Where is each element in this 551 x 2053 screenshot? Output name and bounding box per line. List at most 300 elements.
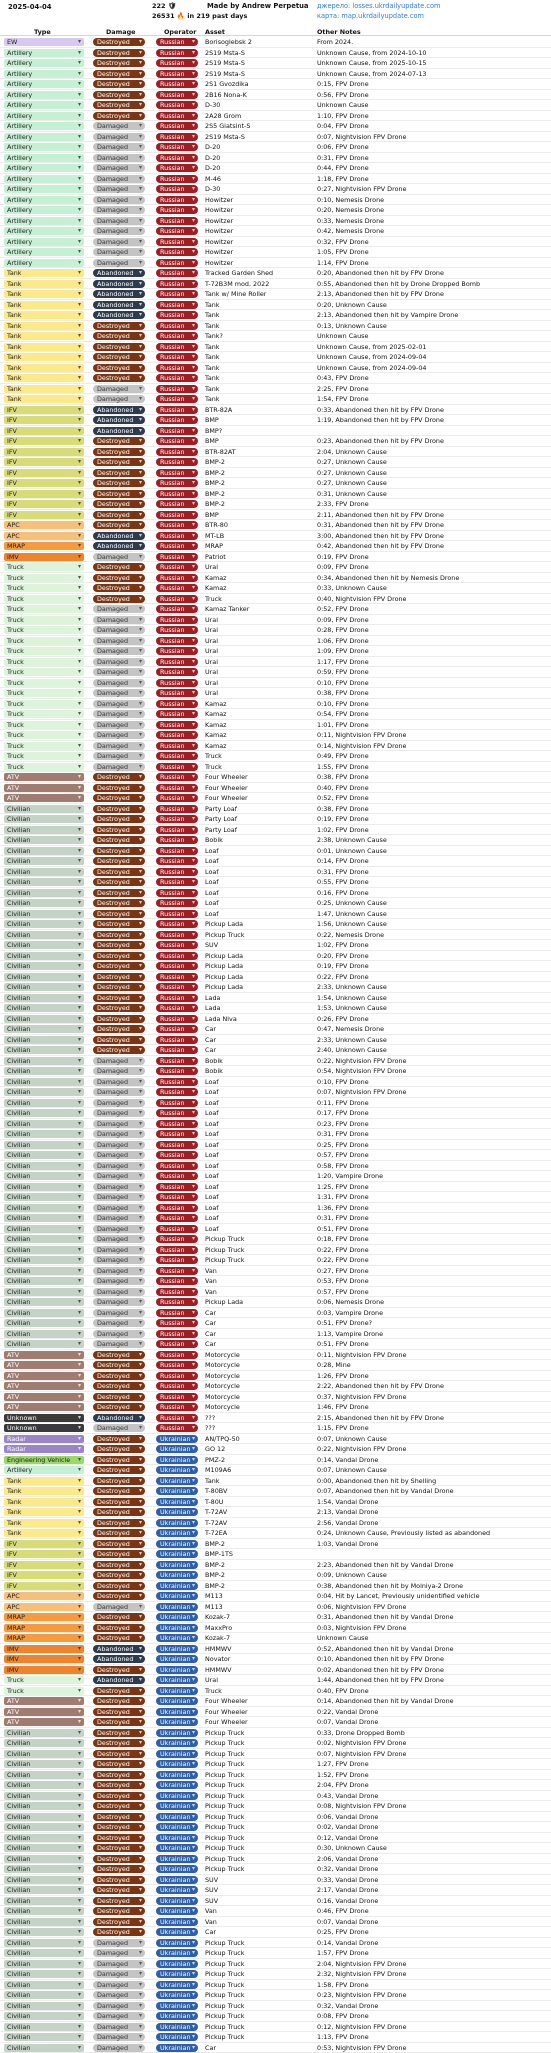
operator-select[interactable]: Russian ▾ bbox=[156, 1172, 198, 1180]
type-select[interactable]: Unknown ▾ bbox=[4, 1414, 84, 1422]
operator-select[interactable]: Ukrainian ▾ bbox=[156, 2023, 198, 2031]
type-select[interactable]: ATV ▾ bbox=[4, 1372, 84, 1380]
type-select[interactable]: MRAP ▾ bbox=[4, 1613, 84, 1621]
type-select[interactable]: Civilian ▾ bbox=[4, 1046, 84, 1054]
damage-select[interactable]: Damaged ▾ bbox=[93, 206, 145, 214]
damage-select[interactable]: Destroyed ▾ bbox=[93, 511, 145, 519]
damage-select[interactable]: Damaged ▾ bbox=[93, 1939, 145, 1947]
type-select[interactable]: Radar ▾ bbox=[4, 1435, 84, 1443]
damage-select[interactable]: Destroyed ▾ bbox=[93, 374, 145, 382]
type-select[interactable]: Civilian ▾ bbox=[4, 1886, 84, 1894]
damage-select[interactable]: Destroyed ▾ bbox=[93, 1036, 145, 1044]
damage-select[interactable]: Damaged ▾ bbox=[93, 1193, 145, 1201]
damage-select[interactable]: Destroyed ▾ bbox=[93, 1550, 145, 1558]
type-select[interactable]: ATV ▾ bbox=[4, 1403, 84, 1411]
operator-select[interactable]: Russian ▾ bbox=[156, 878, 198, 886]
type-select[interactable]: Civilian ▾ bbox=[4, 1918, 84, 1926]
type-select[interactable]: Civilian ▾ bbox=[4, 1214, 84, 1222]
operator-select[interactable]: Russian ▾ bbox=[156, 1015, 198, 1023]
damage-select[interactable]: Destroyed ▾ bbox=[93, 910, 145, 918]
operator-select[interactable]: Russian ▾ bbox=[156, 1246, 198, 1254]
operator-select[interactable]: Ukrainian ▾ bbox=[156, 1697, 198, 1705]
operator-select[interactable]: Ukrainian ▾ bbox=[156, 1781, 198, 1789]
damage-select[interactable]: Damaged ▾ bbox=[93, 1109, 145, 1117]
operator-select[interactable]: Russian ▾ bbox=[156, 164, 198, 172]
damage-select[interactable]: Destroyed ▾ bbox=[93, 353, 145, 361]
type-select[interactable]: Civilian ▾ bbox=[4, 826, 84, 834]
damage-select[interactable]: Destroyed ▾ bbox=[93, 1582, 145, 1590]
operator-select[interactable]: Ukrainian ▾ bbox=[156, 1855, 198, 1863]
operator-select[interactable]: Russian ▾ bbox=[156, 763, 198, 771]
damage-select[interactable]: Destroyed ▾ bbox=[93, 1540, 145, 1548]
type-select[interactable]: Civilian ▾ bbox=[4, 1970, 84, 1978]
operator-select[interactable]: Russian ▾ bbox=[156, 322, 198, 330]
type-select[interactable]: Civilian ▾ bbox=[4, 1771, 84, 1779]
damage-select[interactable]: Destroyed ▾ bbox=[93, 1613, 145, 1621]
damage-select[interactable]: Damaged ▾ bbox=[93, 1057, 145, 1065]
damage-select[interactable]: Damaged ▾ bbox=[93, 248, 145, 256]
type-select[interactable]: Artillery ▾ bbox=[4, 143, 84, 151]
damage-select[interactable]: Abandoned ▾ bbox=[93, 311, 145, 319]
type-select[interactable]: Civilian ▾ bbox=[4, 1246, 84, 1254]
damage-select[interactable]: Damaged ▾ bbox=[93, 385, 145, 393]
type-select[interactable]: Artillery ▾ bbox=[4, 112, 84, 120]
operator-select[interactable]: Russian ▾ bbox=[156, 364, 198, 372]
type-select[interactable]: Truck ▾ bbox=[4, 679, 84, 687]
damage-select[interactable]: Destroyed ▾ bbox=[93, 343, 145, 351]
damage-select[interactable]: Destroyed ▾ bbox=[93, 364, 145, 372]
operator-select[interactable]: Russian ▾ bbox=[156, 563, 198, 571]
damage-select[interactable]: Destroyed ▾ bbox=[93, 1519, 145, 1527]
operator-select[interactable]: Ukrainian ▾ bbox=[156, 1928, 198, 1936]
damage-select[interactable]: Destroyed ▾ bbox=[93, 1834, 145, 1842]
damage-select[interactable]: Damaged ▾ bbox=[93, 1141, 145, 1149]
operator-select[interactable]: Ukrainian ▾ bbox=[156, 1844, 198, 1852]
type-select[interactable]: Civilian ▾ bbox=[4, 1750, 84, 1758]
damage-select[interactable]: Damaged ▾ bbox=[93, 1214, 145, 1222]
operator-select[interactable]: Ukrainian ▾ bbox=[156, 1508, 198, 1516]
type-select[interactable]: Truck ▾ bbox=[4, 616, 84, 624]
type-select[interactable]: Truck ▾ bbox=[4, 721, 84, 729]
damage-select[interactable]: Destroyed ▾ bbox=[93, 1802, 145, 1810]
type-select[interactable]: Civilian ▾ bbox=[4, 1907, 84, 1915]
operator-select[interactable]: Russian ▾ bbox=[156, 49, 198, 57]
operator-select[interactable]: Russian ▾ bbox=[156, 1204, 198, 1212]
type-select[interactable]: ATV ▾ bbox=[4, 1393, 84, 1401]
operator-select[interactable]: Ukrainian ▾ bbox=[156, 1834, 198, 1842]
damage-select[interactable]: Damaged ▾ bbox=[93, 217, 145, 225]
damage-select[interactable]: Destroyed ▾ bbox=[93, 1897, 145, 1905]
operator-select[interactable]: Russian ▾ bbox=[156, 437, 198, 445]
damage-select[interactable]: Destroyed ▾ bbox=[93, 1928, 145, 1936]
operator-select[interactable]: Russian ▾ bbox=[156, 658, 198, 666]
operator-select[interactable]: Russian ▾ bbox=[156, 280, 198, 288]
type-select[interactable]: Civilian ▾ bbox=[4, 920, 84, 928]
operator-select[interactable]: Ukrainian ▾ bbox=[156, 1487, 198, 1495]
type-select[interactable]: ATV ▾ bbox=[4, 773, 84, 781]
operator-select[interactable]: Russian ▾ bbox=[156, 1393, 198, 1401]
operator-select[interactable]: Ukrainian ▾ bbox=[156, 1519, 198, 1527]
damage-select[interactable]: Destroyed ▾ bbox=[93, 1466, 145, 1474]
type-select[interactable]: Artillery ▾ bbox=[4, 70, 84, 78]
damage-select[interactable]: Damaged ▾ bbox=[93, 1309, 145, 1317]
damage-select[interactable]: Destroyed ▾ bbox=[93, 1015, 145, 1023]
damage-select[interactable]: Destroyed ▾ bbox=[93, 1393, 145, 1401]
operator-select[interactable]: Ukrainian ▾ bbox=[156, 1792, 198, 1800]
type-select[interactable]: Civilian ▾ bbox=[4, 1193, 84, 1201]
damage-select[interactable]: Destroyed ▾ bbox=[93, 1813, 145, 1821]
operator-select[interactable]: Ukrainian ▾ bbox=[156, 1624, 198, 1632]
type-select[interactable]: ATV ▾ bbox=[4, 794, 84, 802]
operator-select[interactable]: Russian ▾ bbox=[156, 1235, 198, 1243]
damage-select[interactable]: Destroyed ▾ bbox=[93, 773, 145, 781]
damage-select[interactable]: Destroyed ▾ bbox=[93, 1025, 145, 1033]
damage-select[interactable]: Damaged ▾ bbox=[93, 1172, 145, 1180]
operator-select[interactable]: Russian ▾ bbox=[156, 101, 198, 109]
operator-select[interactable]: Russian ▾ bbox=[156, 448, 198, 456]
type-select[interactable]: Civilian ▾ bbox=[4, 1130, 84, 1138]
type-select[interactable]: Artillery ▾ bbox=[4, 91, 84, 99]
operator-select[interactable]: Russian ▾ bbox=[156, 752, 198, 760]
operator-select[interactable]: Ukrainian ▾ bbox=[156, 2012, 198, 2020]
damage-select[interactable]: Destroyed ▾ bbox=[93, 458, 145, 466]
type-select[interactable]: Civilian ▾ bbox=[4, 1939, 84, 1947]
operator-select[interactable]: Russian ▾ bbox=[156, 637, 198, 645]
type-select[interactable]: Artillery ▾ bbox=[4, 206, 84, 214]
type-select[interactable]: Civilian ▾ bbox=[4, 962, 84, 970]
damage-select[interactable]: Destroyed ▾ bbox=[93, 1855, 145, 1863]
operator-select[interactable]: Russian ▾ bbox=[156, 206, 198, 214]
operator-select[interactable]: Russian ▾ bbox=[156, 395, 198, 403]
type-select[interactable]: Civilian ▾ bbox=[4, 1057, 84, 1065]
type-select[interactable]: Civilian ▾ bbox=[4, 1739, 84, 1747]
damage-select[interactable]: Destroyed ▾ bbox=[93, 563, 145, 571]
operator-select[interactable]: Ukrainian ▾ bbox=[156, 1739, 198, 1747]
type-select[interactable]: Civilian ▾ bbox=[4, 941, 84, 949]
damage-select[interactable]: Damaged ▾ bbox=[93, 626, 145, 634]
operator-select[interactable]: Russian ▾ bbox=[156, 38, 198, 46]
operator-select[interactable]: Russian ▾ bbox=[156, 91, 198, 99]
operator-select[interactable]: Russian ▾ bbox=[156, 1372, 198, 1380]
operator-select[interactable]: Russian ▾ bbox=[156, 248, 198, 256]
type-select[interactable]: Truck ▾ bbox=[4, 574, 84, 582]
operator-select[interactable]: Russian ▾ bbox=[156, 374, 198, 382]
operator-select[interactable]: Russian ▾ bbox=[156, 1151, 198, 1159]
damage-select[interactable]: Abandoned ▾ bbox=[93, 1676, 145, 1684]
operator-select[interactable]: Ukrainian ▾ bbox=[156, 1540, 198, 1548]
damage-select[interactable]: Damaged ▾ bbox=[93, 1120, 145, 1128]
damage-select[interactable]: Destroyed ▾ bbox=[93, 1781, 145, 1789]
type-select[interactable]: Artillery ▾ bbox=[4, 101, 84, 109]
operator-select[interactable]: Russian ▾ bbox=[156, 679, 198, 687]
operator-select[interactable]: Russian ▾ bbox=[156, 1099, 198, 1107]
type-select[interactable]: Artillery ▾ bbox=[4, 80, 84, 88]
operator-select[interactable]: Russian ▾ bbox=[156, 542, 198, 550]
damage-select[interactable]: Damaged ▾ bbox=[93, 227, 145, 235]
damage-select[interactable]: Destroyed ▾ bbox=[93, 1697, 145, 1705]
type-select[interactable]: Truck ▾ bbox=[4, 689, 84, 697]
damage-select[interactable]: Destroyed ▾ bbox=[93, 931, 145, 939]
type-select[interactable]: IFV ▾ bbox=[4, 511, 84, 519]
damage-select[interactable]: Destroyed ▾ bbox=[93, 479, 145, 487]
type-select[interactable]: Truck ▾ bbox=[4, 1687, 84, 1695]
type-select[interactable]: Civilian ▾ bbox=[4, 1078, 84, 1086]
damage-select[interactable]: Destroyed ▾ bbox=[93, 994, 145, 1002]
operator-select[interactable]: Ukrainian ▾ bbox=[156, 1750, 198, 1758]
type-select[interactable]: Tank ▾ bbox=[4, 301, 84, 309]
damage-select[interactable]: Destroyed ▾ bbox=[93, 1718, 145, 1726]
operator-select[interactable]: Russian ▾ bbox=[156, 1109, 198, 1117]
damage-select[interactable]: Abandoned ▾ bbox=[93, 1645, 145, 1653]
damage-select[interactable]: Destroyed ▾ bbox=[93, 595, 145, 603]
operator-select[interactable]: Russian ▾ bbox=[156, 479, 198, 487]
operator-select[interactable]: Russian ▾ bbox=[156, 1036, 198, 1044]
damage-select[interactable]: Destroyed ▾ bbox=[93, 1529, 145, 1537]
damage-select[interactable]: Destroyed ▾ bbox=[93, 1771, 145, 1779]
type-select[interactable]: Civilian ▾ bbox=[4, 1813, 84, 1821]
type-select[interactable]: Tank ▾ bbox=[4, 1487, 84, 1495]
damage-select[interactable]: Destroyed ▾ bbox=[93, 1361, 145, 1369]
damage-select[interactable]: Damaged ▾ bbox=[93, 154, 145, 162]
type-select[interactable]: Civilian ▾ bbox=[4, 1330, 84, 1338]
damage-select[interactable]: Damaged ▾ bbox=[93, 2002, 145, 2010]
operator-select[interactable]: Ukrainian ▾ bbox=[156, 1865, 198, 1873]
type-select[interactable]: Civilian ▾ bbox=[4, 1288, 84, 1296]
damage-select[interactable]: Destroyed ▾ bbox=[93, 1382, 145, 1390]
operator-select[interactable]: Ukrainian ▾ bbox=[156, 1529, 198, 1537]
operator-select[interactable]: Russian ▾ bbox=[156, 385, 198, 393]
damage-select[interactable]: Abandoned ▾ bbox=[93, 427, 145, 435]
damage-select[interactable]: Damaged ▾ bbox=[93, 2044, 145, 2052]
type-select[interactable]: Truck ▾ bbox=[4, 595, 84, 603]
damage-select[interactable]: Destroyed ▾ bbox=[93, 1571, 145, 1579]
operator-select[interactable]: Ukrainian ▾ bbox=[156, 1655, 198, 1663]
operator-select[interactable]: Russian ▾ bbox=[156, 427, 198, 435]
damage-select[interactable]: Destroyed ▾ bbox=[93, 322, 145, 330]
type-select[interactable]: MRAP ▾ bbox=[4, 1634, 84, 1642]
type-select[interactable]: Civilian ▾ bbox=[4, 2002, 84, 2010]
damage-select[interactable]: Destroyed ▾ bbox=[93, 1456, 145, 1464]
operator-select[interactable]: Ukrainian ▾ bbox=[156, 1718, 198, 1726]
damage-select[interactable]: Abandoned ▾ bbox=[93, 269, 145, 277]
damage-select[interactable]: Damaged ▾ bbox=[93, 2012, 145, 2020]
operator-select[interactable]: Russian ▾ bbox=[156, 847, 198, 855]
operator-select[interactable]: Russian ▾ bbox=[156, 836, 198, 844]
operator-select[interactable]: Russian ▾ bbox=[156, 994, 198, 1002]
type-select[interactable]: Artillery ▾ bbox=[4, 248, 84, 256]
source-link[interactable]: джерело: losses.ukrdailyupdate.com bbox=[317, 2, 441, 10]
damage-select[interactable]: Damaged ▾ bbox=[93, 1067, 145, 1075]
operator-select[interactable]: Russian ▾ bbox=[156, 1330, 198, 1338]
damage-select[interactable]: Damaged ▾ bbox=[93, 721, 145, 729]
operator-select[interactable]: Russian ▾ bbox=[156, 175, 198, 183]
damage-select[interactable]: Damaged ▾ bbox=[93, 689, 145, 697]
type-select[interactable]: IFV ▾ bbox=[4, 1561, 84, 1569]
damage-select[interactable]: Destroyed ▾ bbox=[93, 836, 145, 844]
type-select[interactable]: Civilian ▾ bbox=[4, 994, 84, 1002]
type-select[interactable]: Civilian ▾ bbox=[4, 952, 84, 960]
damage-select[interactable]: Damaged ▾ bbox=[93, 605, 145, 613]
operator-select[interactable]: Russian ▾ bbox=[156, 217, 198, 225]
type-select[interactable]: Tank ▾ bbox=[4, 311, 84, 319]
operator-select[interactable]: Russian ▾ bbox=[156, 889, 198, 897]
operator-select[interactable]: Russian ▾ bbox=[156, 899, 198, 907]
type-select[interactable]: Civilian ▾ bbox=[4, 889, 84, 897]
operator-select[interactable]: Ukrainian ▾ bbox=[156, 1876, 198, 1884]
damage-select[interactable]: Destroyed ▾ bbox=[93, 878, 145, 886]
type-select[interactable]: ATV ▾ bbox=[4, 1382, 84, 1390]
damage-select[interactable]: Destroyed ▾ bbox=[93, 1403, 145, 1411]
type-select[interactable]: Artillery ▾ bbox=[4, 217, 84, 225]
damage-select[interactable]: Damaged ▾ bbox=[93, 679, 145, 687]
operator-select[interactable]: Ukrainian ▾ bbox=[156, 1897, 198, 1905]
operator-select[interactable]: Russian ▾ bbox=[156, 416, 198, 424]
type-select[interactable]: ATV ▾ bbox=[4, 1361, 84, 1369]
type-select[interactable]: Truck ▾ bbox=[4, 731, 84, 739]
operator-select[interactable]: Russian ▾ bbox=[156, 122, 198, 130]
operator-select[interactable]: Ukrainian ▾ bbox=[156, 1666, 198, 1674]
damage-select[interactable]: Destroyed ▾ bbox=[93, 490, 145, 498]
operator-select[interactable]: Russian ▾ bbox=[156, 815, 198, 823]
operator-select[interactable]: Russian ▾ bbox=[156, 731, 198, 739]
operator-select[interactable]: Russian ▾ bbox=[156, 910, 198, 918]
damage-select[interactable]: Damaged ▾ bbox=[93, 1340, 145, 1348]
type-select[interactable]: IFV ▾ bbox=[4, 1540, 84, 1548]
operator-select[interactable]: Russian ▾ bbox=[156, 259, 198, 267]
damage-select[interactable]: Damaged ▾ bbox=[93, 143, 145, 151]
type-select[interactable]: Artillery ▾ bbox=[4, 164, 84, 172]
type-select[interactable]: IFV ▾ bbox=[4, 416, 84, 424]
damage-select[interactable]: Destroyed ▾ bbox=[93, 49, 145, 57]
type-select[interactable]: Civilian ▾ bbox=[4, 868, 84, 876]
operator-select[interactable]: Russian ▾ bbox=[156, 133, 198, 141]
damage-select[interactable]: Damaged ▾ bbox=[93, 763, 145, 771]
type-select[interactable]: APC ▾ bbox=[4, 1603, 84, 1611]
operator-select[interactable]: Russian ▾ bbox=[156, 1298, 198, 1306]
operator-select[interactable]: Russian ▾ bbox=[156, 1424, 198, 1432]
operator-select[interactable]: Russian ▾ bbox=[156, 143, 198, 151]
type-select[interactable]: Civilian ▾ bbox=[4, 1025, 84, 1033]
type-select[interactable]: Tank ▾ bbox=[4, 332, 84, 340]
type-select[interactable]: Civilian ▾ bbox=[4, 1172, 84, 1180]
type-select[interactable]: Truck ▾ bbox=[4, 605, 84, 613]
operator-select[interactable]: Ukrainian ▾ bbox=[156, 1582, 198, 1590]
damage-select[interactable]: Damaged ▾ bbox=[93, 2023, 145, 2031]
operator-select[interactable]: Ukrainian ▾ bbox=[156, 1687, 198, 1695]
type-select[interactable]: ATV ▾ bbox=[4, 1697, 84, 1705]
operator-select[interactable]: Russian ▾ bbox=[156, 973, 198, 981]
operator-select[interactable]: Russian ▾ bbox=[156, 112, 198, 120]
damage-select[interactable]: Damaged ▾ bbox=[93, 395, 145, 403]
type-select[interactable]: Civilian ▾ bbox=[4, 1004, 84, 1012]
damage-select[interactable]: Damaged ▾ bbox=[93, 122, 145, 130]
operator-select[interactable]: Russian ▾ bbox=[156, 574, 198, 582]
type-select[interactable]: Civilian ▾ bbox=[4, 1960, 84, 1968]
damage-select[interactable]: Destroyed ▾ bbox=[93, 1487, 145, 1495]
damage-select[interactable]: Destroyed ▾ bbox=[93, 1634, 145, 1642]
type-select[interactable]: APC ▾ bbox=[4, 532, 84, 540]
damage-select[interactable]: Damaged ▾ bbox=[93, 175, 145, 183]
type-select[interactable]: Artillery ▾ bbox=[4, 59, 84, 67]
operator-select[interactable]: Russian ▾ bbox=[156, 689, 198, 697]
operator-select[interactable]: Ukrainian ▾ bbox=[156, 1991, 198, 1999]
operator-select[interactable]: Russian ▾ bbox=[156, 1256, 198, 1264]
damage-select[interactable]: Damaged ▾ bbox=[93, 1235, 145, 1243]
damage-select[interactable]: Destroyed ▾ bbox=[93, 80, 145, 88]
type-select[interactable]: MRAP ▾ bbox=[4, 1624, 84, 1632]
damage-select[interactable]: Abandoned ▾ bbox=[93, 1414, 145, 1422]
type-select[interactable]: Civilian ▾ bbox=[4, 2033, 84, 2041]
damage-select[interactable]: Damaged ▾ bbox=[93, 1277, 145, 1285]
damage-select[interactable]: Destroyed ▾ bbox=[93, 448, 145, 456]
operator-select[interactable]: Russian ▾ bbox=[156, 1078, 198, 1086]
operator-select[interactable]: Russian ▾ bbox=[156, 668, 198, 676]
type-select[interactable]: IMV ▾ bbox=[4, 1666, 84, 1674]
type-select[interactable]: Truck ▾ bbox=[4, 563, 84, 571]
operator-select[interactable]: Russian ▾ bbox=[156, 616, 198, 624]
operator-select[interactable]: Russian ▾ bbox=[156, 269, 198, 277]
operator-select[interactable]: Russian ▾ bbox=[156, 742, 198, 750]
operator-select[interactable]: Russian ▾ bbox=[156, 1414, 198, 1422]
type-select[interactable]: Artillery ▾ bbox=[4, 259, 84, 267]
operator-select[interactable]: Russian ▾ bbox=[156, 805, 198, 813]
damage-select[interactable]: Destroyed ▾ bbox=[93, 1760, 145, 1768]
type-select[interactable]: Tank ▾ bbox=[4, 1477, 84, 1485]
type-select[interactable]: Civilian ▾ bbox=[4, 1162, 84, 1170]
operator-select[interactable]: Russian ▾ bbox=[156, 1319, 198, 1327]
damage-select[interactable]: Damaged ▾ bbox=[93, 1183, 145, 1191]
damage-select[interactable]: Destroyed ▾ bbox=[93, 1508, 145, 1516]
operator-select[interactable]: Russian ▾ bbox=[156, 721, 198, 729]
operator-select[interactable]: Ukrainian ▾ bbox=[156, 1760, 198, 1768]
damage-select[interactable]: Damaged ▾ bbox=[93, 1204, 145, 1212]
damage-select[interactable]: Destroyed ▾ bbox=[93, 1687, 145, 1695]
damage-select[interactable]: Damaged ▾ bbox=[93, 1225, 145, 1233]
type-select[interactable]: Tank ▾ bbox=[4, 322, 84, 330]
damage-select[interactable]: Destroyed ▾ bbox=[93, 1739, 145, 1747]
type-select[interactable]: Artillery ▾ bbox=[4, 122, 84, 130]
type-select[interactable]: Artillery ▾ bbox=[4, 196, 84, 204]
damage-select[interactable]: Damaged ▾ bbox=[93, 1162, 145, 1170]
damage-select[interactable]: Damaged ▾ bbox=[93, 647, 145, 655]
damage-select[interactable]: Destroyed ▾ bbox=[93, 1844, 145, 1852]
type-select[interactable]: Truck ▾ bbox=[4, 710, 84, 718]
damage-select[interactable]: Destroyed ▾ bbox=[93, 1750, 145, 1758]
type-select[interactable]: IFV ▾ bbox=[4, 469, 84, 477]
operator-select[interactable]: Russian ▾ bbox=[156, 626, 198, 634]
type-select[interactable]: Truck ▾ bbox=[4, 700, 84, 708]
type-select[interactable]: Unknown ▾ bbox=[4, 1424, 84, 1432]
damage-select[interactable]: Destroyed ▾ bbox=[93, 962, 145, 970]
type-select[interactable]: IMV ▾ bbox=[4, 1655, 84, 1663]
operator-select[interactable]: Russian ▾ bbox=[156, 773, 198, 781]
damage-select[interactable]: Destroyed ▾ bbox=[93, 469, 145, 477]
type-select[interactable]: Tank ▾ bbox=[4, 374, 84, 382]
type-select[interactable]: Tank ▾ bbox=[4, 1519, 84, 1527]
operator-select[interactable]: Russian ▾ bbox=[156, 353, 198, 361]
damage-select[interactable]: Destroyed ▾ bbox=[93, 920, 145, 928]
operator-select[interactable]: Russian ▾ bbox=[156, 500, 198, 508]
damage-select[interactable]: Abandoned ▾ bbox=[93, 542, 145, 550]
operator-select[interactable]: Ukrainian ▾ bbox=[156, 1939, 198, 1947]
type-select[interactable]: Civilian ▾ bbox=[4, 1151, 84, 1159]
damage-select[interactable]: Damaged ▾ bbox=[93, 1267, 145, 1275]
operator-select[interactable]: Ukrainian ▾ bbox=[156, 1907, 198, 1915]
operator-select[interactable]: Russian ▾ bbox=[156, 490, 198, 498]
operator-select[interactable]: Russian ▾ bbox=[156, 1130, 198, 1138]
type-select[interactable]: Civilian ▾ bbox=[4, 815, 84, 823]
type-select[interactable]: Artillery ▾ bbox=[4, 175, 84, 183]
